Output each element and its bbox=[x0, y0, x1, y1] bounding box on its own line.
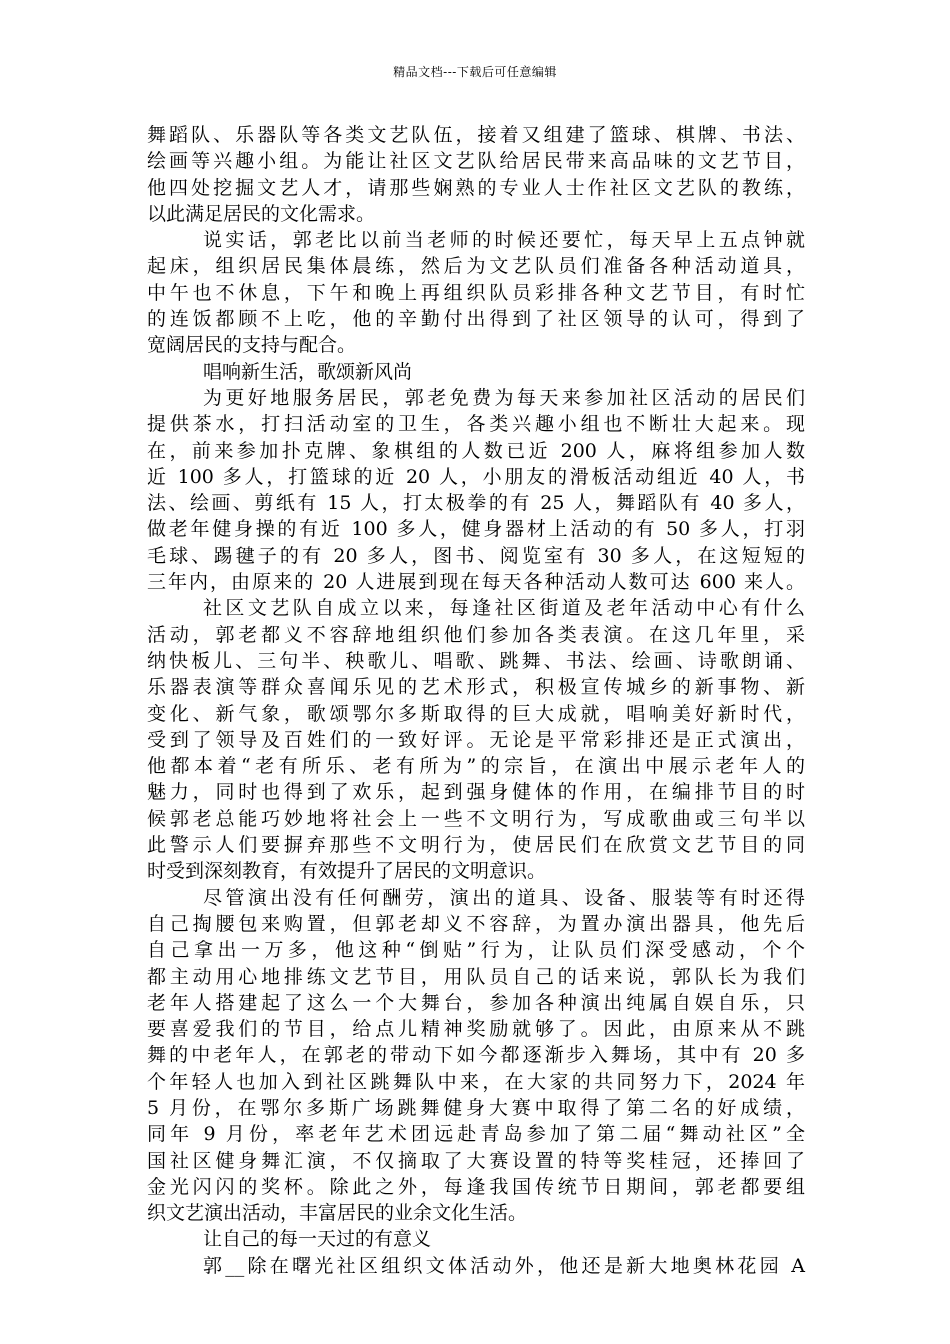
text-line: 中午也不休息，下午和晚上再组织队员彩排各种文艺节目，有时忙 bbox=[147, 281, 805, 304]
text-line: 起床，组织居民集体晨练，然后为文艺队员们准备各种活动道具， bbox=[147, 255, 805, 278]
text-line: 他四处挖掘文艺人才，请那些娴熟的专业人士作社区文艺队的教练， bbox=[147, 176, 805, 199]
paragraph-start-line: 尽管演出没有任何酬劳，演出的道具、设备、服装等有时还得 bbox=[203, 886, 805, 909]
text-line: 变化、新气象，歌颂鄂尔多斯取得的巨大成就，唱响美好新时代， bbox=[147, 702, 805, 725]
text-line: 毛球、踢毽子的有 20 多人，图书、阅览室有 30 多人，在这短短的 bbox=[147, 544, 805, 567]
text-line: 自己掏腰包来购置，但郭老却义不容辞，为置办演出器具，他先后 bbox=[147, 912, 805, 935]
section-heading: 让自己的每一天过的有意义 bbox=[203, 1228, 432, 1251]
text-line: 受到了领导及百姓们的一致好评。无论是平常彩排还是正式演出， bbox=[147, 728, 805, 751]
text-line: 自己拿出一万多，他这种“倒贴”行为，让队员们深受感动，个个 bbox=[147, 939, 805, 962]
text-line: 三年内，由原来的 20 人进展到现在每天各种活动人数可达 600 来人。 bbox=[147, 571, 805, 594]
text-line: 纳快板儿、三句半、秧歌儿、唱歌、跳舞、书法、绘画、诗歌朗诵、 bbox=[147, 649, 805, 672]
text-line: 舞的中老年人，在郭老的带动下如今都逐渐步入舞场，其中有 20 多 bbox=[147, 1044, 805, 1067]
text-line: 老年人搭建起了这么一个大舞台，参加各种演出纯属自娱自乐，只 bbox=[147, 991, 805, 1014]
text-line: 要喜爱我们的节目，给点儿精神奖励就够了。因此，由原来从不跳 bbox=[147, 1018, 805, 1041]
text-line: 个年轻人也加入到社区跳舞队中来，在大家的共同努力下，2024 年 bbox=[147, 1070, 805, 1093]
text-line: 同年 9 月份，率老年艺术团远赴青岛参加了第二届“舞动社区”全 bbox=[147, 1123, 805, 1146]
text-line: 候郭老总能巧妙地将社会上一些不文明行为，写成歌曲或三句半以 bbox=[147, 807, 805, 830]
paragraph-start-line: 为更好地服务居民，郭老免费为每天来参加社区活动的居民们 bbox=[203, 386, 805, 409]
text-line: 国社区健身舞汇演，不仅摘取了大赛设置的特等奖桂冠，还捧回了 bbox=[147, 1149, 805, 1172]
text-line: 法、绘画、剪纸有 15 人，打太极拳的有 25 人，舞蹈队有 40 多人， bbox=[147, 492, 805, 515]
text-line: 做老年健身操的有近 100 多人，健身器材上活动的有 50 多人，打羽 bbox=[147, 518, 805, 541]
text-line: 此警示人们要摒弃那些不文明行为，使居民们在欣赏文艺节目的同 bbox=[147, 834, 805, 857]
page-header: 精品文档---下载后可任意编辑 bbox=[393, 65, 557, 79]
text-line: 的连饭都顾不上吃，他的辛勤付出得到了社区领导的认可，得到了 bbox=[147, 308, 805, 331]
paragraph-start-line: 郭__除在曙光社区组织文体活动外，他还是新大地奥林花园 A bbox=[203, 1254, 805, 1277]
text-line: 乐器表演等群众喜闻乐见的艺术形式，积极宣传城乡的新事物、新 bbox=[147, 676, 805, 699]
text-line: 织文艺演出活动，丰富居民的业余文化生活。 bbox=[147, 1202, 528, 1225]
text-line: 魅力，同时也得到了欢乐，起到强身健体的作用，在编排节目的时 bbox=[147, 781, 805, 804]
text-line: 近 100 多人，打篮球的近 20 人，小朋友的滑板活动组近 40 人，书 bbox=[147, 465, 805, 488]
document-body bbox=[147, 122, 805, 1279]
text-line: 提供茶水，打扫活动室的卫生，各类兴趣小组也不断壮大起来。现 bbox=[147, 413, 805, 436]
text-line: 在，前来参加扑克牌、象棋组的人数已近 200 人，麻将组参加人数 bbox=[147, 439, 805, 462]
text-line: 5 月份，在鄂尔多斯广场跳舞健身大赛中取得了第二名的好成绩， bbox=[147, 1096, 805, 1119]
text-line: 以此满足居民的文化需求。 bbox=[147, 202, 376, 225]
text-line: 宽阔居民的支持与配合。 bbox=[147, 334, 357, 357]
paragraph-start-line: 社区文艺队自成立以来，每逢社区街道及老年活动中心有什么 bbox=[203, 597, 805, 620]
text-line: 金光闪闪的奖杯。除此之外，每逢我国传统节日期间，郭老都要组 bbox=[147, 1175, 805, 1198]
paragraph-start-line: 说实话，郭老比以前当老师的时候还要忙，每天早上五点钟就 bbox=[203, 229, 805, 252]
text-line: 舞蹈队、乐器队等各类文艺队伍，接着又组建了篮球、棋牌、书法、 bbox=[147, 124, 805, 146]
text-line: 活动，郭老都义不容辞地组织他们参加各类表演。在这几年里，采 bbox=[147, 623, 805, 646]
text-line: 都主动用心地排练文艺节目，用队员自己的话来说，郭队长为我们 bbox=[147, 965, 805, 988]
section-heading: 唱响新生活，歌颂新风尚 bbox=[203, 360, 413, 383]
text-line: 时受到深刻教育，有效提升了居民的文明意识。 bbox=[147, 860, 547, 883]
text-line: 绘画等兴趣小组。为能让社区文艺队给居民带来高品味的文艺节目， bbox=[147, 150, 805, 173]
text-line: 他都本着“老有所乐、老有所为”的宗旨，在演出中展示老年人的 bbox=[147, 755, 805, 778]
